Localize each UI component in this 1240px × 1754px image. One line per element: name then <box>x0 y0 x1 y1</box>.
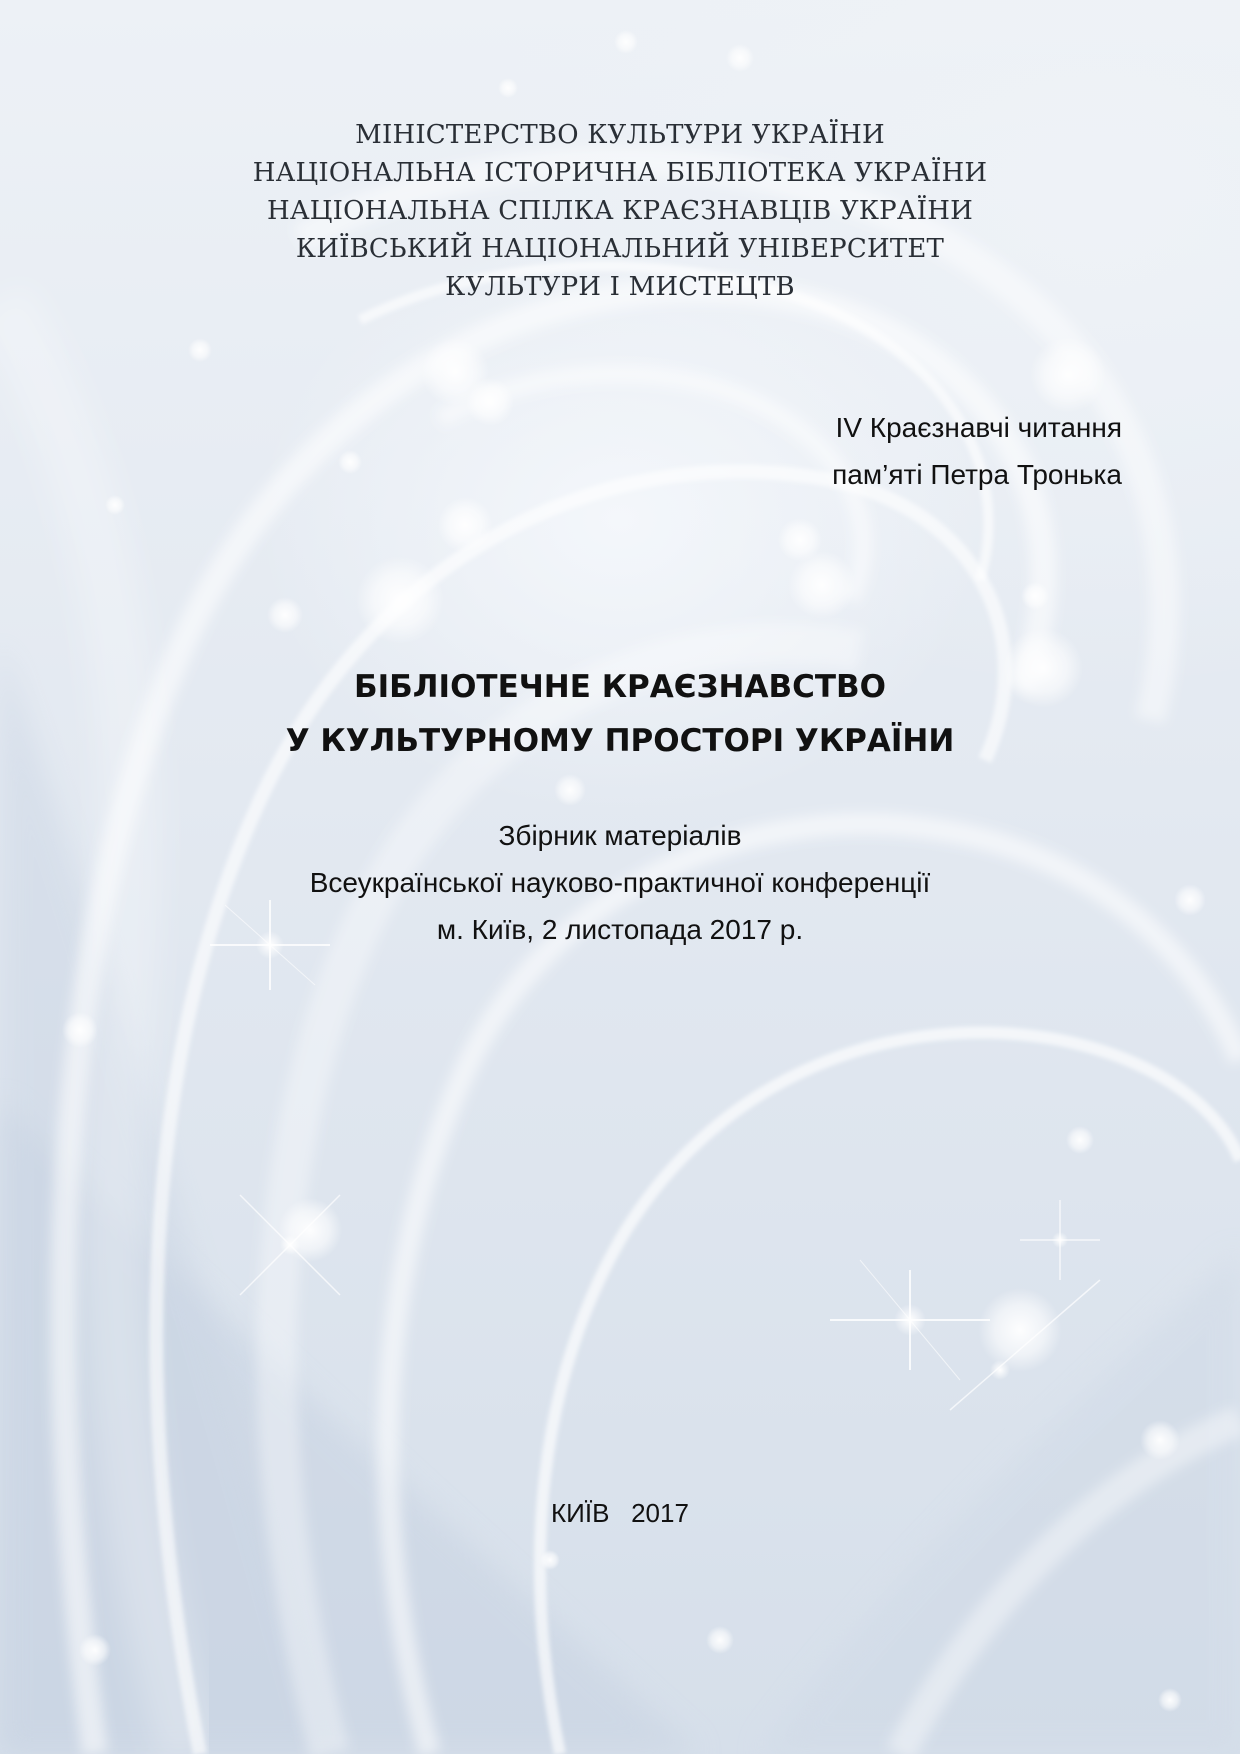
readings-line: пам’яті Петра Тронька <box>832 459 1122 490</box>
collection-line: м. Київ, 2 листопада 2017 р. <box>436 914 804 945</box>
organization-line: КУЛЬТУРИ І МИСТЕЦТВ <box>445 272 795 302</box>
title-line: У КУЛЬТУРНОМУ ПРОСТОРІ УКРАЇНИ <box>285 723 955 759</box>
organizations-header <box>0 116 1240 306</box>
readings-line: IV Краєзнавчі читання <box>835 412 1122 443</box>
collection-line: Всеукраїнської науково-практичної конференції <box>309 867 931 898</box>
title-line: БІБЛІОТЕЧНЕ КРАЄЗНАВСТВО <box>354 669 886 705</box>
organization-line: МІНІСТЕРСТВО КУЛЬТУРИ УКРАЇНИ <box>355 120 885 150</box>
organization-line: КИЇВСЬКИЙ НАЦІОНАЛЬНИЙ УНІВЕРСИТЕТ <box>295 234 945 264</box>
collection-description <box>0 812 1240 953</box>
organization-line: НАЦІОНАЛЬНА СПІЛКА КРАЄЗНАВЦІВ УКРАЇНИ <box>267 196 973 226</box>
readings-subtitle <box>832 404 1122 498</box>
collection-line: Збірник матеріалів <box>498 820 742 851</box>
page-title <box>0 660 1240 768</box>
place-and-year: КИЇВ 2017 <box>551 1498 689 1528</box>
organization-line: НАЦІОНАЛЬНА ІСТОРИЧНА БІБЛІОТЕКА УКРАЇНИ <box>252 158 988 188</box>
